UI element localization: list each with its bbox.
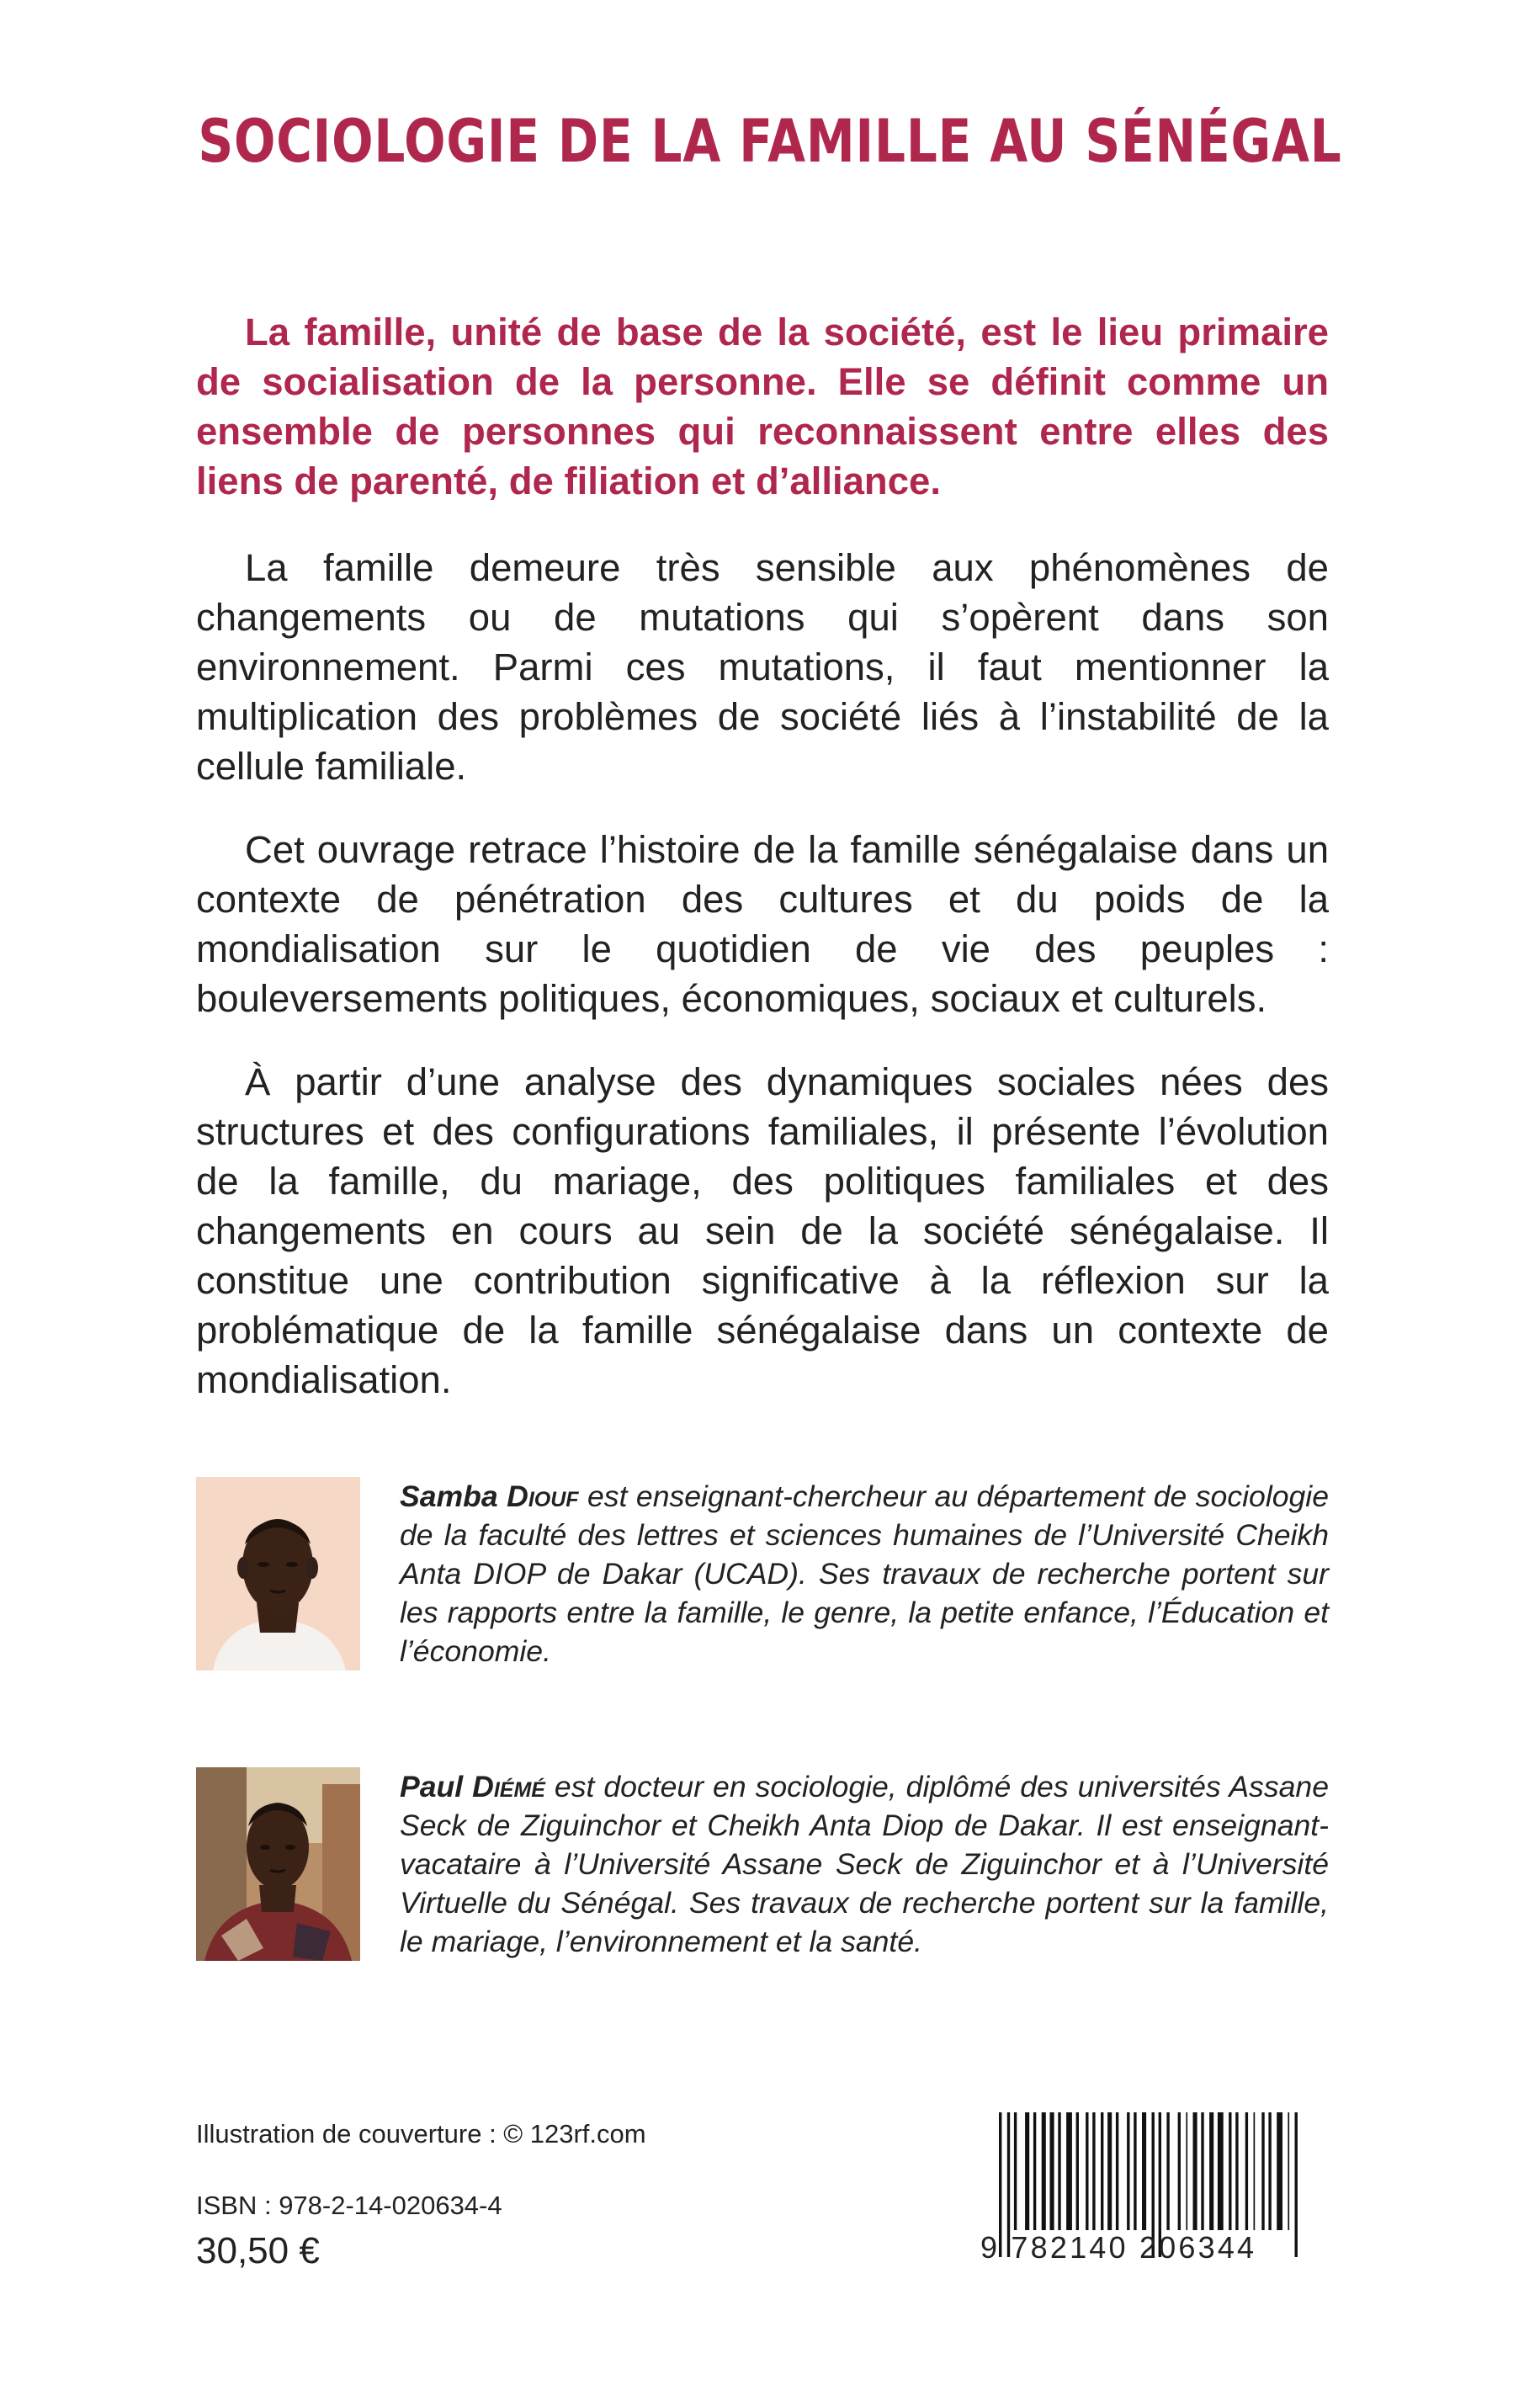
author-photo-samba-diouf [196,1477,360,1671]
barcode-bar [1235,2112,1238,2230]
barcode-bar [1042,2112,1046,2230]
author-last-name: Diouf [507,1479,579,1513]
author-last-name: Diémé [472,1770,545,1803]
barcode-bar [1261,2112,1264,2230]
body-paragraph-1: La famille demeure très sensible aux phénomènes de changements ou de mutations qui s’opèrent dans son environnement. Parmi ces mutations, il faut mentionner la multiplication des problèmes de société liés à l’instabilité de la cellule familiale. [196,546,1329,788]
barcode-bar [1288,2112,1289,2230]
author-photo-paul-dieme [196,1767,360,1961]
body-paragraph-3: À partir d’une analyse des dynamiques sociales nées des structures et des configurations familiales, il présente l’évolution de la famille, du mariage, des politiques familiales et des changements en cours au sein de la société sénégalaise. Il constitue une contribution significative à la réflexion sur la problématique de la famille sénégalaise dans un contexte de mondialisation. [196,1060,1329,1401]
author-bio [400,1767,1329,1961]
barcode-bar [1086,2112,1088,2230]
barcode-bar [1277,2112,1282,2230]
barcode-bar [1186,2112,1187,2230]
barcode-bar [1101,2112,1103,2230]
barcode-bar [1033,2112,1036,2230]
barcode-bar [1245,2112,1248,2230]
barcode-bar [1066,2112,1072,2230]
barcode-bar [1092,2112,1095,2230]
barcode-bar [1178,2112,1181,2230]
barcode-bar [1050,2112,1054,2230]
barcode-bar [1142,2112,1146,2230]
book-title: SOCIOLOGIE DE LA FAMILLE AU SÉNÉGAL [198,107,1342,176]
price: 30,50 € [196,2230,320,2271]
cover-credit: Illustration de couverture : © 123rf.com [196,2119,646,2149]
barcode-digits: 9 782140 206344 [980,2230,1257,2265]
author-first-name: Samba [400,1479,498,1513]
author-first-name: Paul [400,1770,464,1803]
barcode-bar [1134,2112,1136,2230]
barcode-bar [1076,2112,1079,2230]
barcode-bar [1127,2112,1129,2230]
barcode-bar [1166,2112,1169,2230]
author-bio-text: est enseignant-chercheur au département de sociologie de la faculté des lettres et sciences humaines de l’Université Cheikh Anta DIOP de Dakar (UCAD). Ses travaux de recherche portent sur les rapports entre la famille, le genre, la petite enfance, l’Éducation et l’économie. [400,1479,1329,1668]
barcode-bar [1229,2112,1231,2230]
back-cover-summary [196,307,1329,1438]
author-bio [400,1477,1329,1671]
barcode-bar [1014,2112,1017,2230]
barcode-bar [1058,2112,1060,2230]
author-bio-text: est docteur en sociologie, diplômé des universités Assane Seck de Ziguinchor et Cheikh Anta Diop de Dakar. Il est enseignant-vacataire à l’Université Assane Seck de Ziguinchor et à l’Université Virtuelle du Sénégal. Ses travaux de recherche portent sur la famille, le mariage, l’environnement et la santé. [400,1770,1329,1958]
barcode-bar [1025,2112,1029,2230]
isbn: ISBN : 978-2-14-020634-4 [196,2191,502,2220]
barcode-bar [1201,2112,1203,2230]
barcode-bar [1193,2112,1197,2230]
barcode-bar [1107,2112,1112,2230]
barcode-bar [1116,2112,1118,2230]
barcode-bar [1268,2112,1271,2230]
body-paragraph-2: Cet ouvrage retrace l’histoire de la famille sénégalaise dans un contexte de pénétration des cultures et du poids de la mondialisation sur le quotidien de vie des peuples : bouleversements politiques, économiques, sociaux et culturels. [196,828,1329,1020]
barcode-bar [1254,2112,1256,2230]
author-samba-diouf [196,1477,1329,1672]
barcode-bar [1209,2112,1213,2230]
lead-paragraph: La famille, unité de base de la société, est le lieu primaire de socialisation de la personne. Elle se définit comme un ensemble de personnes qui reconnaissent entre elles des liens de parenté, de filiation et d’alliance. [196,311,1329,502]
author-paul-dieme [196,1767,1329,1963]
barcode-bar [1218,2112,1224,2230]
